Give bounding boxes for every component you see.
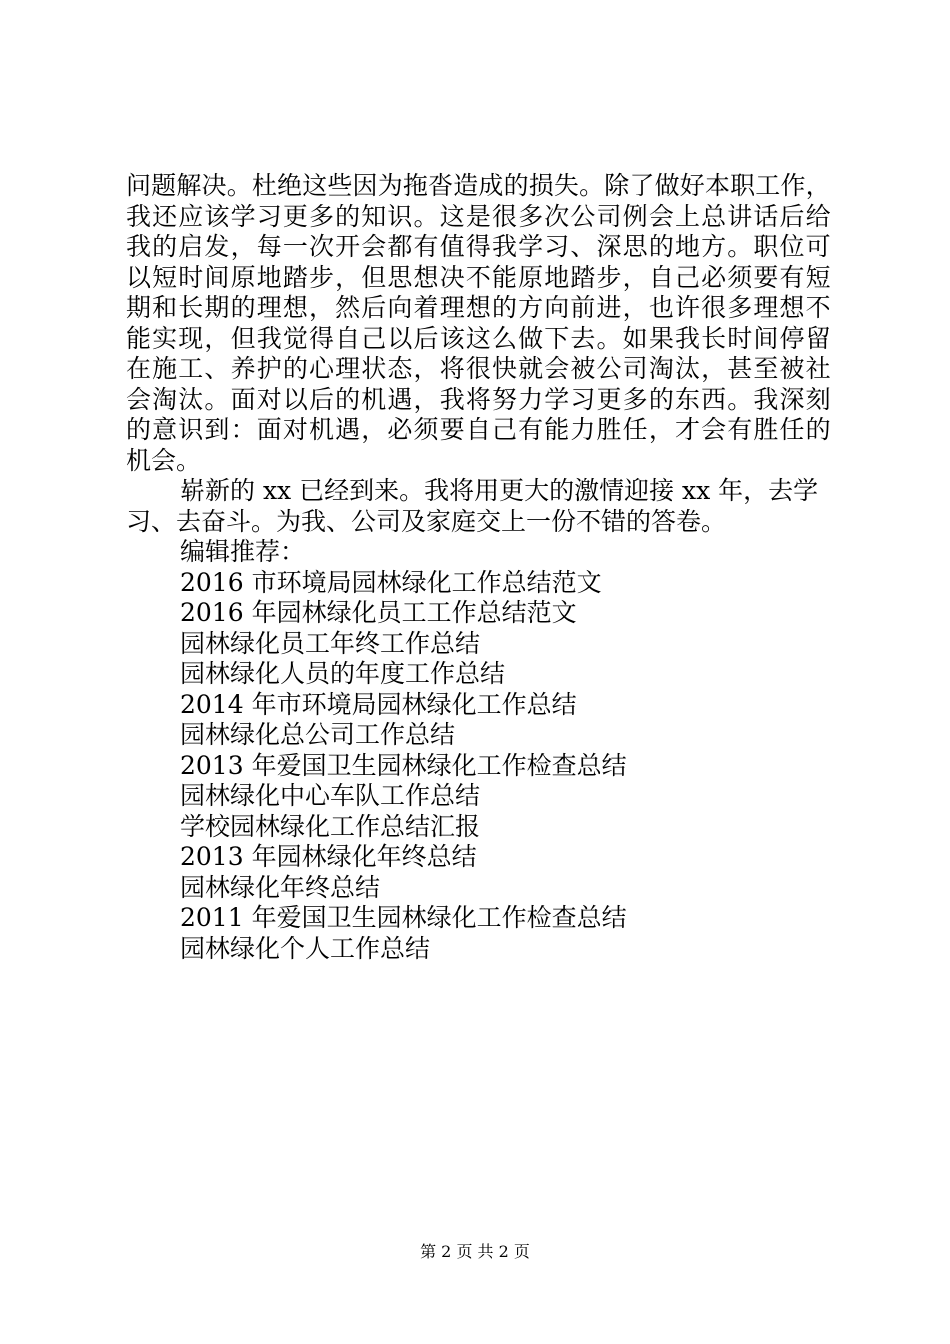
glyph: 理 [753,293,779,322]
glyph: 多 [622,384,648,414]
glyph: 识 [178,415,204,444]
glyph: 上 [674,201,700,231]
glyph: 的 [335,384,361,414]
glyph: 开 [335,232,361,261]
glyph: 这 [465,323,491,353]
glyph: 自 [648,262,674,292]
paragraph-line: 机会。 [126,445,202,475]
glyph: 胜 [753,415,779,444]
glyph: 胜 [596,415,622,444]
glyph: 很 [465,354,491,383]
glyph: 步 [308,262,334,292]
recommendation-link[interactable]: 园林绿化人员的年度工作总结 [180,659,506,688]
glyph: 对 [282,415,308,444]
glyph: 的 [648,384,674,414]
glyph: 学 [230,201,256,231]
glyph: 努 [491,384,517,414]
glyph: 淘 [152,384,178,414]
glyph: 须 [413,415,439,444]
glyph: 想 [465,293,491,322]
glyph: 。 [596,323,622,353]
glyph: ， [413,354,439,383]
glyph: 施 [152,354,178,383]
glyph: 会 [361,232,387,261]
glyph: 一 [282,232,308,261]
glyph: 后 [308,384,334,414]
paragraph-2 [126,476,836,537]
glyph: 。 [226,171,252,200]
glyph: 意 [152,415,178,444]
glyph: 但 [230,323,256,353]
recommendation-link[interactable]: 2011 年爱国卫生园林绿化工作检查总结 [180,903,627,932]
glyph: 我 [256,323,282,353]
glyph: 的 [152,232,178,261]
recommendation-link[interactable]: 园林绿化总公司工作总结 [180,720,456,749]
glyph: 发 [204,232,230,261]
glyph: 时 [727,323,753,353]
glyph: 很 [491,201,517,231]
recommendation-link[interactable]: 园林绿化员工年终工作总结 [180,628,481,658]
glyph: 得 [465,232,491,261]
glyph: 会 [544,354,570,383]
glyph: 向 [387,293,413,322]
glyph: 的 [126,415,152,444]
glyph: 次 [544,201,570,231]
glyph: 司 [622,354,648,383]
glyph: 司 [596,201,622,231]
glyph: 期 [204,293,230,322]
glyph: 踏 [570,262,596,292]
glyph: ， [361,415,387,444]
recommendation-link[interactable]: 园林绿化年终总结 [180,872,381,902]
glyph: 会 [648,201,674,231]
glyph: 。 [727,232,753,261]
glyph: 决 [439,262,465,292]
recommendation-link[interactable]: 2013 年爱国卫生园林绿化工作检查总结 [180,750,627,780]
glyph: 多 [518,201,544,231]
glyph: 间 [204,262,230,292]
glyph: 就 [518,354,544,383]
glyph: 我 [126,201,152,231]
glyph: 题 [151,171,177,200]
glyph: 我 [491,232,517,261]
glyph: 己 [674,262,700,292]
glyph: 停 [779,323,805,353]
paragraph-line [126,263,831,294]
glyph: 方 [518,293,544,322]
glyph: 更 [596,384,622,414]
glyph: 、 [204,354,230,383]
glyph: 都 [387,232,413,261]
glyph: 机 [308,415,334,444]
paragraph-1 [126,171,836,476]
glyph: 原 [230,262,256,292]
glyph: 我 [674,323,700,353]
glyph: 刻 [805,384,831,414]
glyph: ， [701,354,727,383]
glyph: 原 [518,262,544,292]
paragraph-line [126,171,831,202]
glyph: 公 [570,201,596,231]
glyph: 状 [361,354,387,383]
glyph: ， [805,171,831,200]
glyph: 留 [805,323,831,353]
glyph: 后 [413,323,439,353]
glyph: 决 [201,171,227,200]
glyph: 些 [327,171,353,200]
paragraph-line: 习、去奋斗。为我、公司及家庭交上一份不错的答卷。 [126,506,727,536]
glyph: 么 [491,323,517,353]
glyph: 间 [753,323,779,353]
glyph: 职 [730,171,756,200]
glyph: 自 [335,323,361,353]
glyph: 如 [622,323,648,353]
glyph: 为 [377,171,403,200]
glyph: 西 [701,384,727,414]
glyph: 可 [805,232,831,261]
glyph: 习 [570,384,596,414]
glyph: 态 [387,354,413,383]
glyph: 想 [413,262,439,292]
glyph: 的 [805,415,831,444]
glyph: 还 [152,201,178,231]
glyph: ， [230,232,256,261]
glyph: 许 [674,293,700,322]
paragraph-line [126,324,831,355]
glyph: 的 [335,201,361,231]
glyph: 的 [503,171,529,200]
glyph: 果 [648,323,674,353]
paragraph-line [126,415,831,446]
glyph: 思 [387,262,413,292]
glyph: 拖 [402,171,428,200]
glyph: ， [204,323,230,353]
glyph: 会 [701,415,727,444]
glyph: 除 [604,171,630,200]
glyph: 本 [704,171,730,200]
glyph: 杜 [251,171,277,200]
glyph: 该 [204,201,230,231]
glyph: 的 [648,232,674,261]
glyph: 要 [439,415,465,444]
glyph: 力 [570,415,596,444]
glyph: 机 [361,384,387,414]
glyph: 甚 [727,354,753,383]
glyph: ， [648,415,674,444]
document-body [126,171,836,964]
glyph: 造 [453,171,479,200]
glyph: 的 [491,293,517,322]
glyph: 面 [230,384,256,414]
glyph: 步 [596,262,622,292]
glyph: 和 [152,293,178,322]
glyph: 习 [256,201,282,231]
glyph: 绝 [277,171,303,200]
glyph: 能 [126,323,152,353]
recommendation-link[interactable]: 园林绿化中心车队工作总结 [180,781,481,810]
glyph: 汰 [178,384,204,414]
glyph: 给 [805,201,831,231]
glyph: 但 [361,262,387,292]
glyph: 以 [126,262,152,292]
glyph: 自 [465,415,491,444]
glyph: 有 [413,232,439,261]
glyph: 公 [596,354,622,383]
glyph: 不 [805,293,831,322]
glyph: 这 [439,201,465,231]
glyph: 短 [805,262,831,292]
glyph: 该 [439,323,465,353]
glyph: 多 [308,201,334,231]
glyph: 知 [361,201,387,231]
recommend-heading: 编辑推荐： [180,537,306,566]
glyph: 遇 [335,415,361,444]
glyph: 在 [126,354,152,383]
recommendation-link[interactable]: 2016 年园林绿化员工工作总结范文 [180,598,577,627]
glyph: 进 [596,293,622,322]
glyph: 将 [465,384,491,414]
glyph: 总 [701,201,727,231]
glyph: 短 [152,262,178,292]
glyph: 养 [230,354,256,383]
glyph: 必 [387,415,413,444]
glyph: 有 [518,415,544,444]
glyph: 工 [755,171,781,200]
glyph: 作 [780,171,806,200]
glyph: 我 [439,384,465,414]
recommendation-list [126,568,836,965]
glyph: 。 [579,171,605,200]
glyph: 方 [701,232,727,261]
glyph: ， [413,384,439,414]
glyph: ， [335,262,361,292]
glyph: 己 [491,415,517,444]
glyph: 深 [779,384,805,414]
glyph: 能 [544,415,570,444]
glyph: 被 [570,354,596,383]
glyph: 。 [413,201,439,231]
glyph: 想 [779,293,805,322]
glyph: 位 [779,232,805,261]
glyph: 了 [629,171,655,200]
glyph: 长 [178,293,204,322]
glyph: 面 [256,415,282,444]
glyph: 己 [361,323,387,353]
glyph: 地 [544,262,570,292]
glyph: 要 [753,262,779,292]
glyph: 得 [308,323,334,353]
glyph: 。 [204,384,230,414]
glyph: 例 [622,201,648,231]
glyph: 着 [413,293,439,322]
glyph: 心 [308,354,334,383]
paragraph-line [126,232,831,263]
glyph: 快 [491,354,517,383]
glyph: 我 [126,232,152,261]
glyph: 理 [335,354,361,383]
glyph: 因 [352,171,378,200]
glyph: 也 [648,293,674,322]
glyph: 职 [753,232,779,261]
glyph: 识 [387,201,413,231]
glyph: 下 [544,323,570,353]
recommendation-link[interactable]: 园林绿化个人工作总结 [180,933,431,963]
glyph: 习 [544,232,570,261]
glyph: 长 [701,323,727,353]
recommendation-link[interactable]: 2016 市环境局园林绿化工作总结范文 [180,567,602,597]
glyph: 前 [570,293,596,322]
glyph: 到 [204,415,230,444]
glyph: 向 [544,293,570,322]
glyph: 须 [727,262,753,292]
glyph: 以 [282,384,308,414]
glyph: 淘 [648,354,674,383]
glyph: 才 [674,415,700,444]
glyph: 。 [727,384,753,414]
glyph: ： [230,415,256,444]
glyph: 地 [674,232,700,261]
glyph: 次 [308,232,334,261]
glyph: 必 [701,262,727,292]
glyph: 理 [439,293,465,322]
glyph: 被 [779,354,805,383]
glyph: ， [622,262,648,292]
glyph: 做 [654,171,680,200]
glyph: 汰 [674,354,700,383]
glyph: 应 [178,201,204,231]
glyph: 很 [701,293,727,322]
paragraph-line: 崭新的 xx 已经到来。我将用更大的激情迎接 xx 年，去学 [180,476,819,505]
glyph: 沓 [428,171,454,200]
glyph: 想 [282,293,308,322]
paragraph-line [126,202,831,233]
glyph: 去 [570,323,596,353]
glyph: 理 [256,293,282,322]
glyph: 力 [518,384,544,414]
glyph: 有 [727,415,753,444]
glyph: 更 [282,201,308,231]
glyph: 不 [465,262,491,292]
glyph: 遇 [387,384,413,414]
glyph: 做 [518,323,544,353]
glyph: 护 [256,354,282,383]
glyph: 任 [779,415,805,444]
glyph: 地 [256,262,282,292]
glyph: 学 [544,384,570,414]
glyph: 话 [753,201,779,231]
glyph: 东 [674,384,700,414]
paragraph-line [126,354,831,385]
glyph: 的 [282,354,308,383]
glyph: ， [622,293,648,322]
glyph: 的 [230,293,256,322]
page-footer [0,1242,950,1262]
glyph: 启 [178,232,204,261]
glyph: 值 [439,232,465,261]
glyph: 学 [518,232,544,261]
paragraph-line [126,293,831,324]
glyph: 后 [779,201,805,231]
glyph: 社 [805,354,831,383]
glyph: 失 [553,171,579,200]
glyph: 好 [679,171,705,200]
recommendation-link[interactable]: 学校园林绿化工作总结汇报 [180,811,481,841]
glyph: 工 [178,354,204,383]
glyph: 任 [622,415,648,444]
glyph: 时 [178,262,204,292]
glyph: 以 [387,323,413,353]
glyph: 至 [753,354,779,383]
glyph: 然 [335,293,361,322]
glyph: 会 [126,384,152,414]
glyph: 后 [361,293,387,322]
glyph: 思 [622,232,648,261]
glyph: ， [308,293,334,322]
glyph: 损 [528,171,554,200]
glyph: 踏 [282,262,308,292]
recommendation-link[interactable]: 2013 年园林绿化年终总结 [180,842,477,871]
glyph: 能 [491,262,517,292]
glyph: 觉 [282,323,308,353]
glyph: 问 [126,171,152,200]
glyph: 成 [478,171,504,200]
glyph: 讲 [727,201,753,231]
recommendation-link[interactable]: 2014 年市环境局园林绿化工作总结 [180,689,577,719]
glyph: 是 [465,201,491,231]
glyph: 解 [176,171,202,200]
glyph: 多 [727,293,753,322]
glyph: 对 [256,384,282,414]
page-number: 第 2 页 共 2 页 [420,1242,530,1261]
glyph: 这 [302,171,328,200]
glyph: 将 [439,354,465,383]
glyph: 我 [753,384,779,414]
glyph: 、 [570,232,596,261]
glyph: 期 [126,293,152,322]
glyph: 实 [152,323,178,353]
glyph: 每 [256,232,282,261]
paragraph-line [126,385,831,416]
glyph: 深 [596,232,622,261]
glyph: 有 [779,262,805,292]
glyph: 现 [178,323,204,353]
